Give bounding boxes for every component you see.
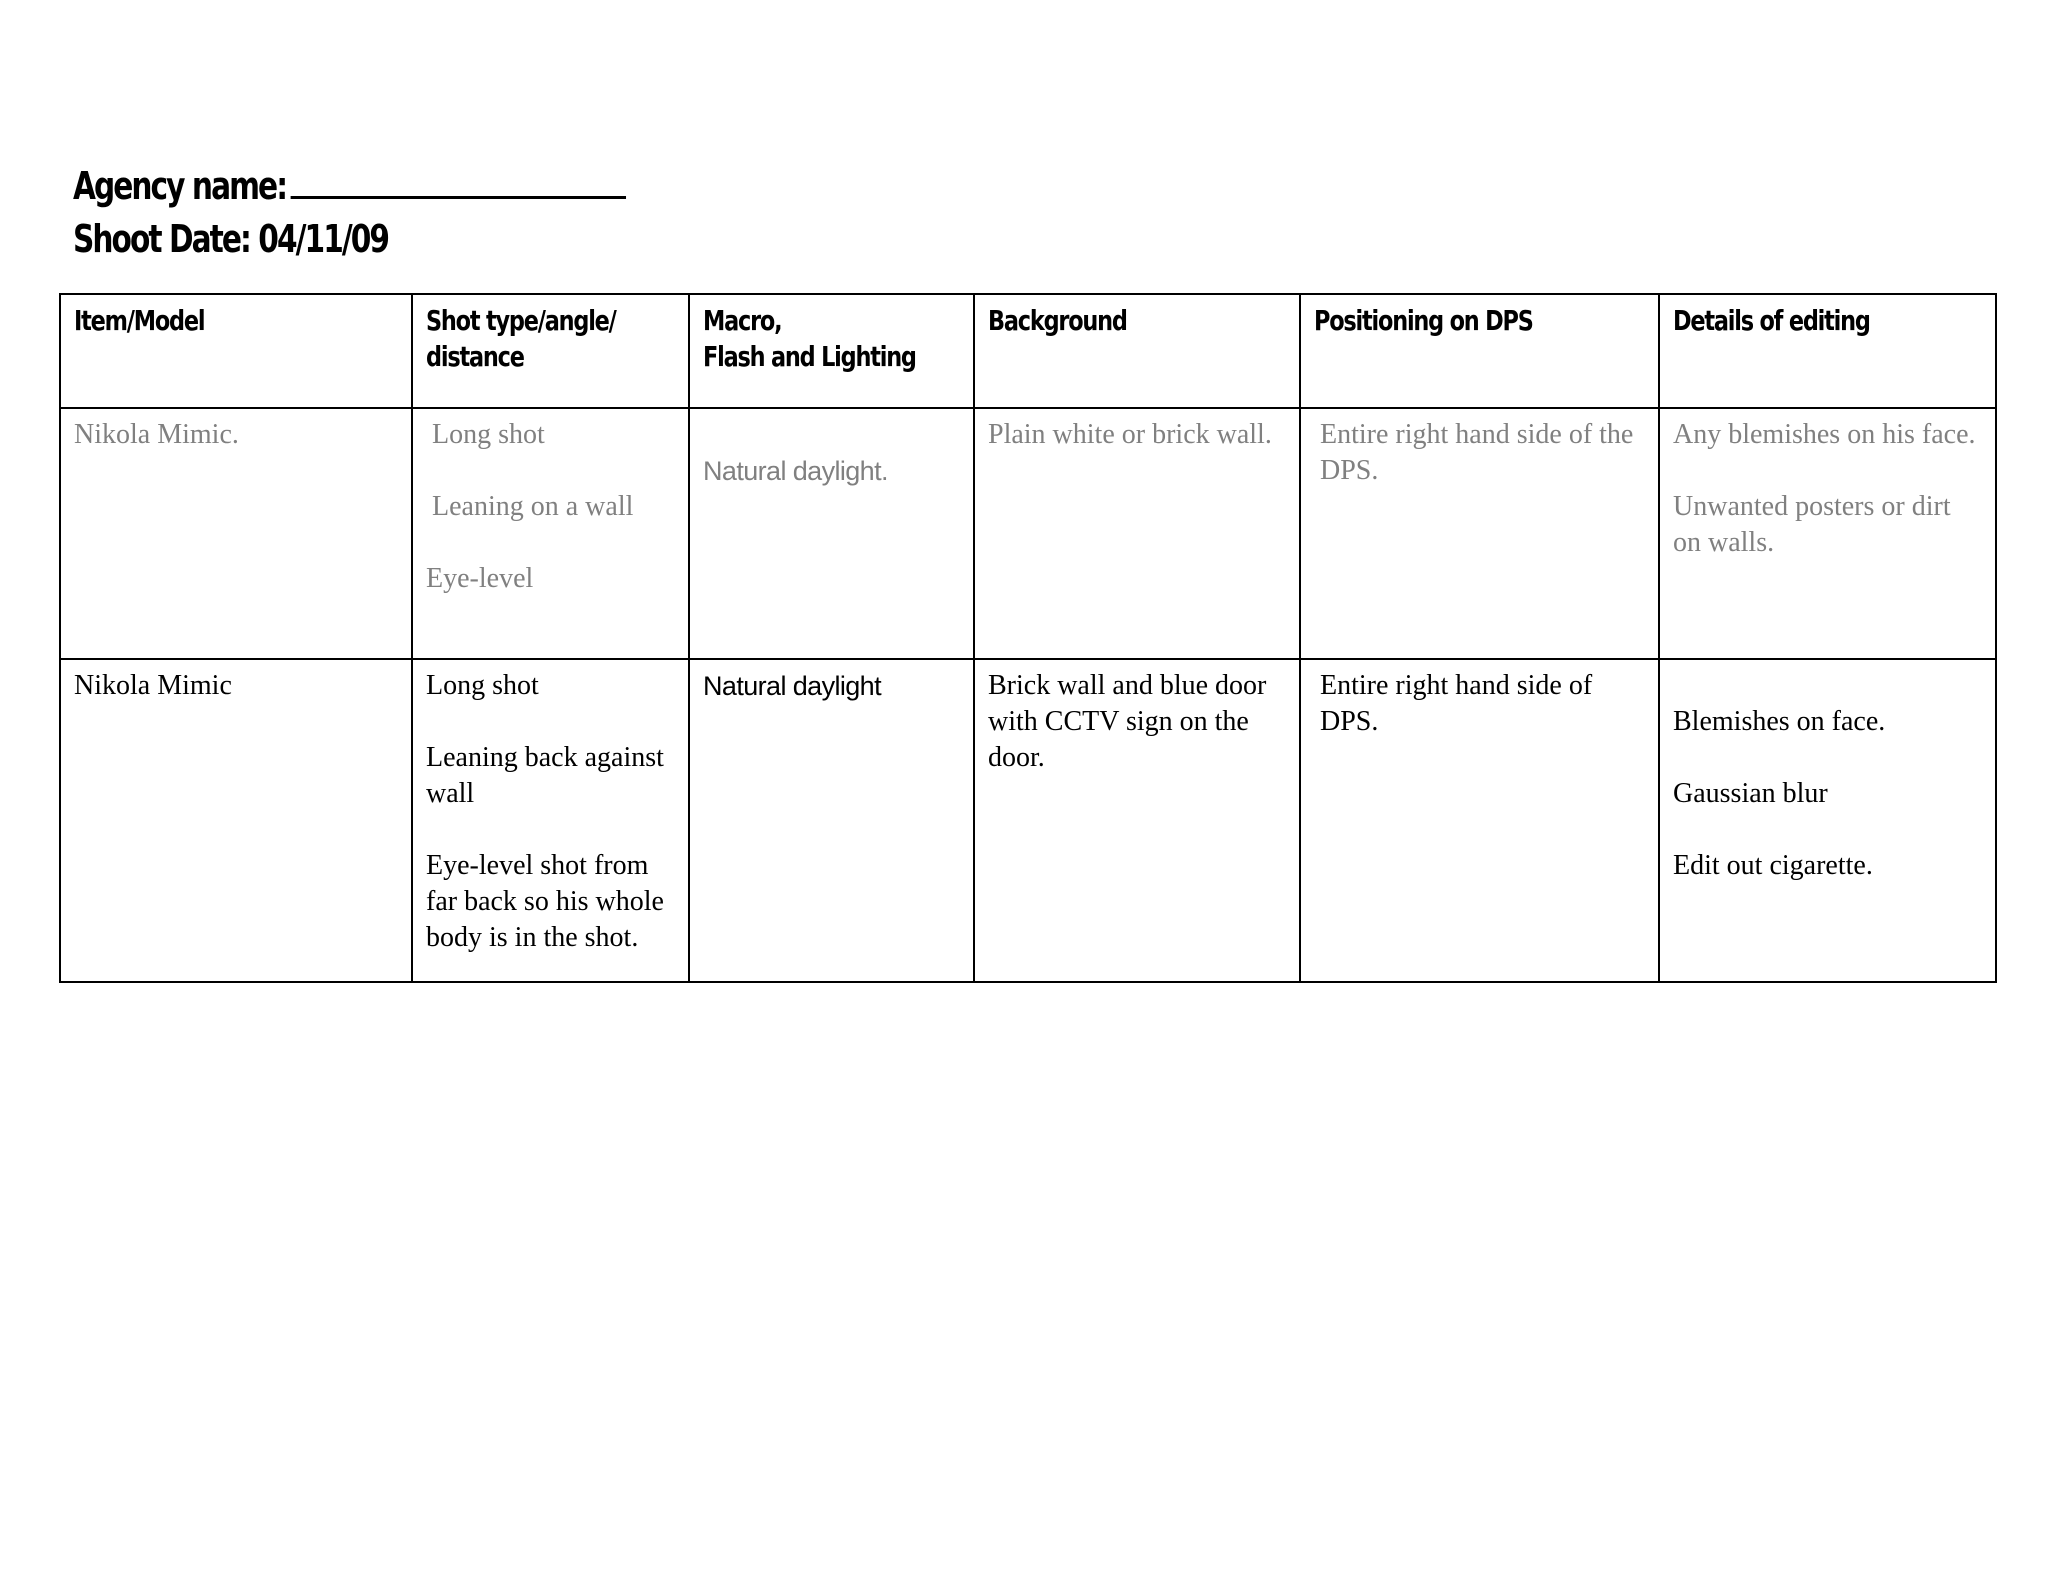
shoot-plan-table — [59, 293, 1997, 983]
cell-item: Nikola Mimic — [60, 659, 412, 982]
cell-shot: Long shot Leaning on a wall Eye-level — [412, 408, 689, 659]
shoot-date: Shoot Date: 04/11/09 — [73, 217, 389, 261]
header-row — [60, 294, 1996, 408]
col-header-editing: Details of editing — [1659, 294, 1996, 408]
cell-positioning: Entire right hand side of the DPS. — [1300, 408, 1659, 659]
cell-item: Nikola Mimic. — [60, 408, 412, 659]
table-row — [60, 659, 1996, 982]
cell-background: Plain white or brick wall. — [974, 408, 1300, 659]
cell-lighting: Natural daylight — [689, 659, 974, 982]
col-header-item-model: Item/Model — [60, 294, 412, 408]
col-header-lighting: Macro, Flash and Lighting — [689, 294, 974, 408]
agency-name-label: Agency name: — [73, 164, 287, 208]
cell-editing: Blemishes on face. Gaussian blur Edit out cigarette. — [1659, 659, 1996, 982]
agency-name-line — [73, 158, 626, 213]
table-row — [60, 408, 1996, 659]
col-header-positioning: Positioning on DPS — [1300, 294, 1659, 408]
col-header-shot-type: Shot type/angle/ distance — [412, 294, 689, 408]
cell-positioning: Entire right hand side of DPS. — [1300, 659, 1659, 982]
page-header — [73, 158, 626, 266]
cell-editing: Any blemishes on his face. Unwanted posters or dirt on walls. — [1659, 408, 1996, 659]
cell-background: Brick wall and blue door with CCTV sign on the door. — [974, 659, 1300, 982]
cell-lighting: Natural daylight. — [689, 408, 974, 659]
col-header-background: Background — [974, 294, 1300, 408]
cell-shot: Long shot Leaning back against wall Eye-level shot from far back so his whole body is in the shot. — [412, 659, 689, 982]
agency-name-blank — [291, 158, 626, 199]
